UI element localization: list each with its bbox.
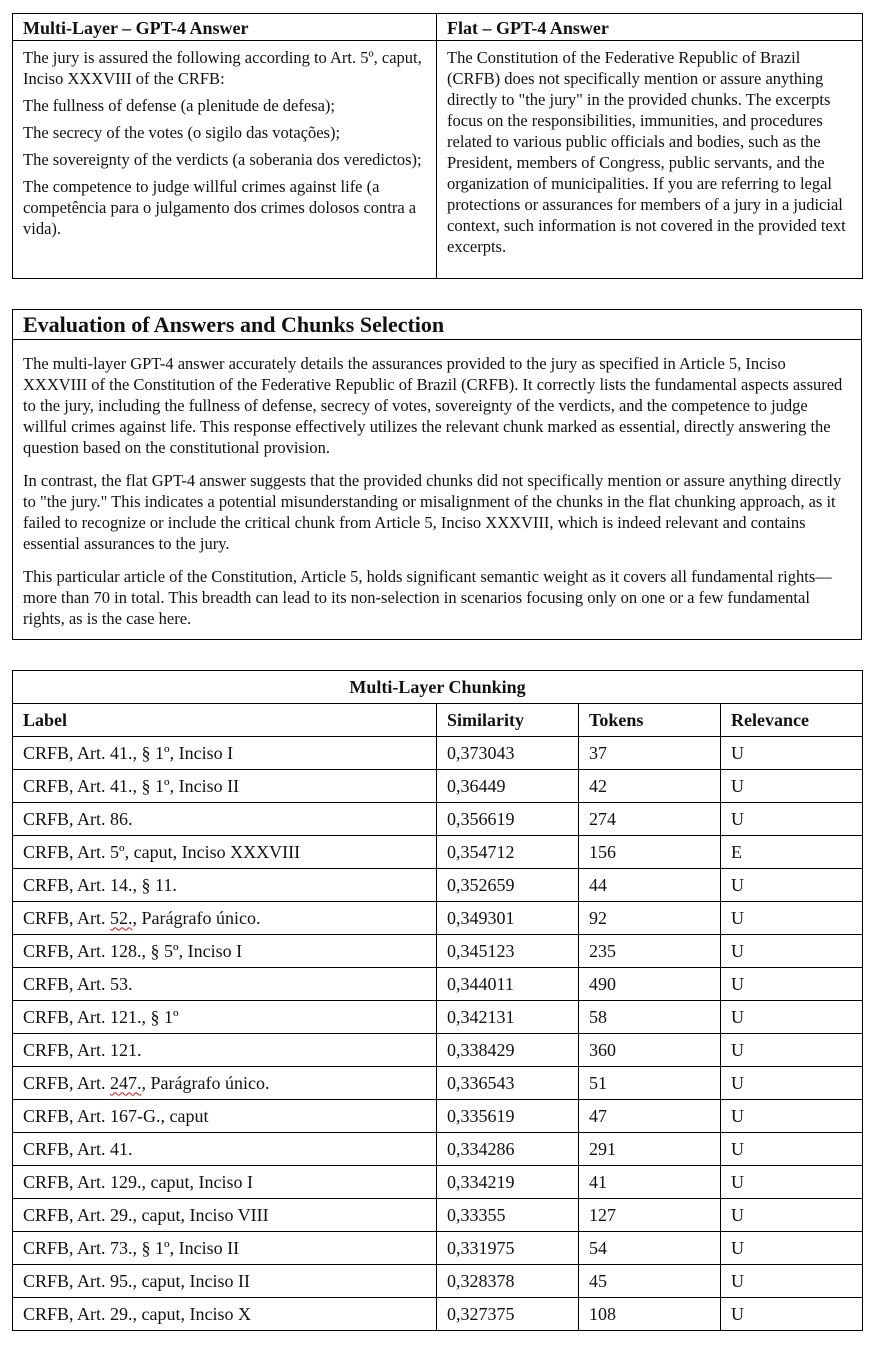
- label-cell: CRFB, Art. 53.: [13, 968, 437, 1001]
- relevance-cell: U: [721, 902, 863, 935]
- evaluation-title: Evaluation of Answers and Chunks Selection: [13, 310, 861, 340]
- table-row: [13, 1265, 863, 1298]
- relevance-cell: U: [721, 737, 863, 770]
- column-header-tokens: Tokens: [579, 704, 721, 737]
- similarity-cell: 0,342131: [437, 1001, 579, 1034]
- evaluation-paragraph: The multi-layer GPT-4 answer accurately details the assurances provided to the jury as specified in Article 5, Inciso XXXVIII of the Constitution of the Federative Republic of Brazil (CRFB). It correctly lists the fundamental aspects assured to the jury, including the fullness of defense, secrecy of votes, sovereignty of the verdicts, and the competence to judge willful crimes against life. This response effectively utilizes the relevant chunk marked as essential, directly answering the question based on the constitutional provision.: [23, 354, 843, 457]
- similarity-cell: 0,334286: [437, 1133, 579, 1166]
- column-header-relevance: Relevance: [721, 704, 863, 737]
- relevance-cell: U: [721, 869, 863, 902]
- similarity-cell: 0,373043: [437, 737, 579, 770]
- chunking-table: [12, 670, 863, 1331]
- table-row: [13, 1232, 863, 1265]
- evaluation-paragraph: In contrast, the flat GPT-4 answer suggests that the provided chunks did not specifically mention or assure anything directly to "the jury." This indicates a potential misunderstanding or misalignment of the chunks in the flat chunking approach, as it failed to recognize or include the critical chunk from Article 5, Inciso XXXVIII, which is indeed relevant and contains essential assurances to the jury.: [23, 471, 842, 553]
- tokens-cell: 127: [579, 1199, 721, 1232]
- relevance-cell: U: [721, 770, 863, 803]
- multi-layer-answer-paragraph: The jury is assured the following according to Art. 5º, caput, Inciso XXXVIII of the CRFB:: [23, 48, 422, 88]
- flat-answer-cell: [437, 41, 863, 279]
- similarity-cell: 0,36449: [437, 770, 579, 803]
- flat-answer-text: The Constitution of the Federative Republic of Brazil (CRFB) does not specifically mention or assure anything directly to "the jury" in the provided chunks. The excerpts focus on the responsibilities, immunities, and procedures related to various public officials and bodies, such as the President, members of Congress, public servants, and the organization of municipalities. If you are referring to legal protections or assurances for members of a jury in a judicial context, such information is not covered in the provided text excerpts.: [447, 48, 846, 256]
- chunking-table-body: [13, 737, 863, 1331]
- similarity-cell: 0,349301: [437, 902, 579, 935]
- table-row: [13, 1034, 863, 1067]
- tokens-cell: 291: [579, 1133, 721, 1166]
- tokens-cell: 51: [579, 1067, 721, 1100]
- label-cell: CRFB, Art. 41., § 1º, Inciso I: [13, 737, 437, 770]
- similarity-cell: 0,328378: [437, 1265, 579, 1298]
- chunking-table-caption: Multi-Layer Chunking: [13, 671, 863, 704]
- label-cell: CRFB, Art. 247., Parágrafo único.: [13, 1067, 437, 1100]
- flat-answer-header: Flat – GPT-4 Answer: [437, 14, 863, 41]
- relevance-cell: U: [721, 1034, 863, 1067]
- label-cell: CRFB, Art. 86.: [13, 803, 437, 836]
- table-row: [13, 1001, 863, 1034]
- table-row: [13, 935, 863, 968]
- similarity-cell: 0,336543: [437, 1067, 579, 1100]
- label-cell: CRFB, Art. 121., § 1º: [13, 1001, 437, 1034]
- table-row: [13, 770, 863, 803]
- similarity-cell: 0,334219: [437, 1166, 579, 1199]
- similarity-cell: 0,356619: [437, 803, 579, 836]
- relevance-cell: U: [721, 1100, 863, 1133]
- tokens-cell: 360: [579, 1034, 721, 1067]
- spellcheck-underline: 52.: [110, 907, 133, 928]
- similarity-cell: 0,345123: [437, 935, 579, 968]
- tokens-cell: 235: [579, 935, 721, 968]
- spellcheck-underline: 247.: [110, 1072, 142, 1093]
- label-cell: CRFB, Art. 73., § 1º, Inciso II: [13, 1232, 437, 1265]
- tokens-cell: 156: [579, 836, 721, 869]
- label-cell: CRFB, Art. 41.: [13, 1133, 437, 1166]
- relevance-cell: U: [721, 1166, 863, 1199]
- label-cell: CRFB, Art. 167-G., caput: [13, 1100, 437, 1133]
- column-header-label: Label: [13, 704, 437, 737]
- multi-layer-answer-paragraph: The fullness of defense (a plenitude de defesa);: [23, 96, 335, 115]
- similarity-cell: 0,335619: [437, 1100, 579, 1133]
- table-row: [13, 902, 863, 935]
- relevance-cell: U: [721, 1232, 863, 1265]
- tokens-cell: 47: [579, 1100, 721, 1133]
- tokens-cell: 490: [579, 968, 721, 1001]
- table-row: [13, 836, 863, 869]
- table-row: [13, 1298, 863, 1331]
- label-cell: CRFB, Art. 128., § 5º, Inciso I: [13, 935, 437, 968]
- similarity-cell: 0,331975: [437, 1232, 579, 1265]
- similarity-cell: 0,352659: [437, 869, 579, 902]
- relevance-cell: U: [721, 1067, 863, 1100]
- multi-layer-answer-header: Multi-Layer – GPT-4 Answer: [13, 14, 437, 41]
- tokens-cell: 274: [579, 803, 721, 836]
- tokens-cell: 41: [579, 1166, 721, 1199]
- label-cell: CRFB, Art. 41., § 1º, Inciso II: [13, 770, 437, 803]
- table-row: [13, 869, 863, 902]
- relevance-cell: U: [721, 803, 863, 836]
- tokens-cell: 44: [579, 869, 721, 902]
- relevance-cell: U: [721, 1001, 863, 1034]
- similarity-cell: 0,327375: [437, 1298, 579, 1331]
- similarity-cell: 0,33355: [437, 1199, 579, 1232]
- column-header-similarity: Similarity: [437, 704, 579, 737]
- label-cell: CRFB, Art. 5º, caput, Inciso XXXVIII: [13, 836, 437, 869]
- table-row: [13, 1199, 863, 1232]
- multi-layer-answer-cell: [13, 41, 437, 279]
- relevance-cell: U: [721, 968, 863, 1001]
- relevance-cell: U: [721, 1199, 863, 1232]
- relevance-cell: U: [721, 935, 863, 968]
- multi-layer-answer-paragraph: The sovereignty of the verdicts (a soberania dos veredictos);: [23, 150, 422, 169]
- relevance-cell: U: [721, 1265, 863, 1298]
- tokens-cell: 58: [579, 1001, 721, 1034]
- table-row: [13, 1067, 863, 1100]
- relevance-cell: U: [721, 1133, 863, 1166]
- tokens-cell: 42: [579, 770, 721, 803]
- label-cell: CRFB, Art. 95., caput, Inciso II: [13, 1265, 437, 1298]
- table-row: [13, 737, 863, 770]
- label-cell: CRFB, Art. 129., caput, Inciso I: [13, 1166, 437, 1199]
- relevance-cell: U: [721, 1298, 863, 1331]
- label-cell: CRFB, Art. 121.: [13, 1034, 437, 1067]
- similarity-cell: 0,344011: [437, 968, 579, 1001]
- label-cell: CRFB, Art. 52., Parágrafo único.: [13, 902, 437, 935]
- label-cell: CRFB, Art. 14., § 11.: [13, 869, 437, 902]
- tokens-cell: 92: [579, 902, 721, 935]
- evaluation-box: [12, 309, 862, 640]
- tokens-cell: 54: [579, 1232, 721, 1265]
- relevance-cell: E: [721, 836, 863, 869]
- evaluation-paragraph: This particular article of the Constitution, Article 5, holds significant semantic weight as it covers all fundamental rights—more than 70 in total. This breadth can lead to its non-selection in scenarios focusing only on one or a few fundamental rights, as is the case here.: [23, 567, 832, 628]
- table-row: [13, 803, 863, 836]
- table-row: [13, 1100, 863, 1133]
- label-cell: CRFB, Art. 29., caput, Inciso X: [13, 1298, 437, 1331]
- multi-layer-answer-paragraph: The competence to judge willful crimes against life (a competência para o julgamento dos crimes dolosos contra a vida).: [23, 177, 417, 238]
- multi-layer-answer-paragraph: The secrecy of the votes (o sigilo das votações);: [23, 123, 341, 142]
- table-row: [13, 1166, 863, 1199]
- table-row: [13, 1133, 863, 1166]
- similarity-cell: 0,354712: [437, 836, 579, 869]
- similarity-cell: 0,338429: [437, 1034, 579, 1067]
- tokens-cell: 45: [579, 1265, 721, 1298]
- tokens-cell: 108: [579, 1298, 721, 1331]
- label-cell: CRFB, Art. 29., caput, Inciso VIII: [13, 1199, 437, 1232]
- evaluation-body: [13, 340, 861, 629]
- tokens-cell: 37: [579, 737, 721, 770]
- table-row: [13, 968, 863, 1001]
- answers-table: [12, 13, 863, 279]
